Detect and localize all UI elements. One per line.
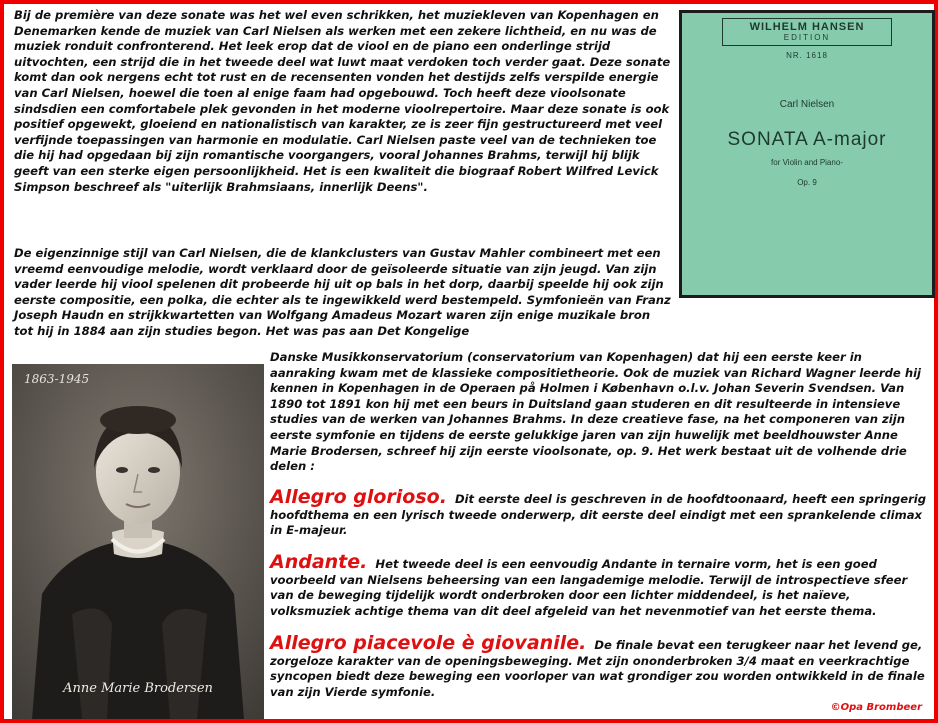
style-paragraph: De eigenzinnige stijl van Carl Nielsen, die de klankclusters van Gustav Mahler combineert met een vreemd eenvoudige melodie, wordt verklaard door de geïsoleerde situatie van zijn jeugd. Van zijn vader leerde hij viool spelenen dit probeerde hij uit op bals in het dorp, daarbij speelde hij ook zijn eerste compositie, een polka, die echter als te ingewikkeld werd bestempeld. Symfonieën van Franz Joseph Haudn en strijkkwartetten van Wolfgang Amadeus Mozart waren zijn enige muzikale bron tot hij in 1884 aan zijn studies begon. Het was pas aan Det Kongelige bbox=[14, 246, 671, 338]
portrait-photo bbox=[12, 364, 264, 719]
movement-2 bbox=[270, 551, 930, 619]
portrait-years: 1863-1945 bbox=[24, 372, 90, 386]
movement-3 bbox=[270, 632, 930, 700]
cover-composer: Carl Nielsen bbox=[779, 99, 835, 110]
score-cover-image bbox=[679, 10, 935, 298]
cover-title: SONATA A-major bbox=[727, 129, 887, 150]
intro-paragraph: Bij de première van deze sonate was het wel even schrikken, het muziekleven van Kopenhagen en Denemarken kende de muziek van Carl Nielsen als werken met een zekere lichtheid, en nu was de muziek ronduit confronterend. Het leek erop dat de viool en de piano een onderlinge strijd uitvochten, een strijd die in het tweede deel wat luwt maat verdoken toch verder gaat. Deze sonate komt dan ook nergens echt tot rust en de recensenten vonden het destijds zelfs verspilde energie van Carl Nielsen, hoewel die toen al enige faam had opgebouwd. Toch heeft deze vioolsonate sindsdien een comfortabele plek gevonden in het moderne vioolrepertoire. Maar deze sonate is ook positief opgewekt, gloeiend en nationalistisch van karakter, ze is zeer fijn gestructureerd met veel verfijnde toepassingen van harmonie en modulatie. Carl Nielsen paste veel van de technieken toe die hij had opgedaan bij zijn romantische voorgangers, vooral Johannes Brahms, terwijl hij blijk geeft van een sterke eigen persoonlijkheid. Het is een kwaliteit die biograaf Robert Wilfred Levick Simpson beschreef als "uiterlijk Brahmsiaans, innerlijk Deens". bbox=[14, 8, 671, 194]
movement-2-text: Het tweede deel is een eenvoudig Andante in ternaire vorm, het is een goed voorbeeld van Nielsens beheersing van een langademige melodie. Terwijl de introspectieve sfeer van de beweging tijdelijk wordt onderbroken door een lichter middendeel, is het naïeve, volksmuziek achtige thema van dit deel afgeleid van het nevenmotief van het eerste thema. bbox=[270, 557, 908, 618]
publisher-name: WILHELM HANSEN bbox=[749, 21, 865, 33]
movement-3-title: Allegro piacevole è giovanile. bbox=[270, 632, 587, 654]
portrait-caption: Anne Marie Brodersen bbox=[63, 681, 213, 696]
movement-1 bbox=[270, 486, 930, 539]
study-paragraph: Danske Musikkonservatorium (conservatorium van Kopenhagen) dat hij een eerste keer in aanraking kwam met de klassieke compositietheorie. Ook de muziek van Richard Wagner leerde hij kennen in Kopenhagen in de Operaen på Holmen i København o.l.v. Johan Severin Svendsen. Van 1890 tot 1891 kon hij met een beurs in Duitsland gaan studeren en dit resulteerde in intensieve studies van de werken van Johannes Brahms. In deze creatieve fase, na het componeren van zijn eerste symfonie en tijdens de eerste gelukkige jaren van zijn huwelijk met beeldhouwster Anne Marie Brodersen, schreef hij zijn eerste vioolsonate, op. 9. Het werk bestaat uit de volhende drie delen : bbox=[270, 350, 922, 474]
copyright-notice: ©Opa Brombeer bbox=[830, 702, 922, 713]
cover-instrumentation: for Violin and Piano- bbox=[771, 158, 843, 167]
publisher-edition: EDITION bbox=[783, 33, 831, 42]
movement-1-text: Dit eerste deel is geschreven in de hoofdtoonaard, heeft een springerig hoofdthema en een lyrisch tweede onderwerp, dit eerste deel eindigt met een sprankelende climax in E-majeur. bbox=[270, 492, 927, 538]
cover-opus: Op. 9 bbox=[797, 178, 817, 187]
movement-2-title: Andante. bbox=[270, 551, 368, 573]
score-cover bbox=[682, 13, 932, 295]
movement-1-title: Allegro glorioso. bbox=[270, 486, 447, 508]
movement-3-text: De finale bevat een terugkeer naar het levend ge, zorgeloze karakter van de openingsbeweging. Met zijn ononderbroken 3/4 maat en veerkrachtige syncopen biedt deze beweging een voorloper van wat grondiger zou worden ontwikkeld in de finale van zijn Vierde symfonie. bbox=[270, 638, 925, 699]
portrait-illustration bbox=[12, 364, 264, 719]
catalog-number: NR. 1618 bbox=[786, 51, 828, 60]
publisher-box bbox=[722, 18, 892, 46]
